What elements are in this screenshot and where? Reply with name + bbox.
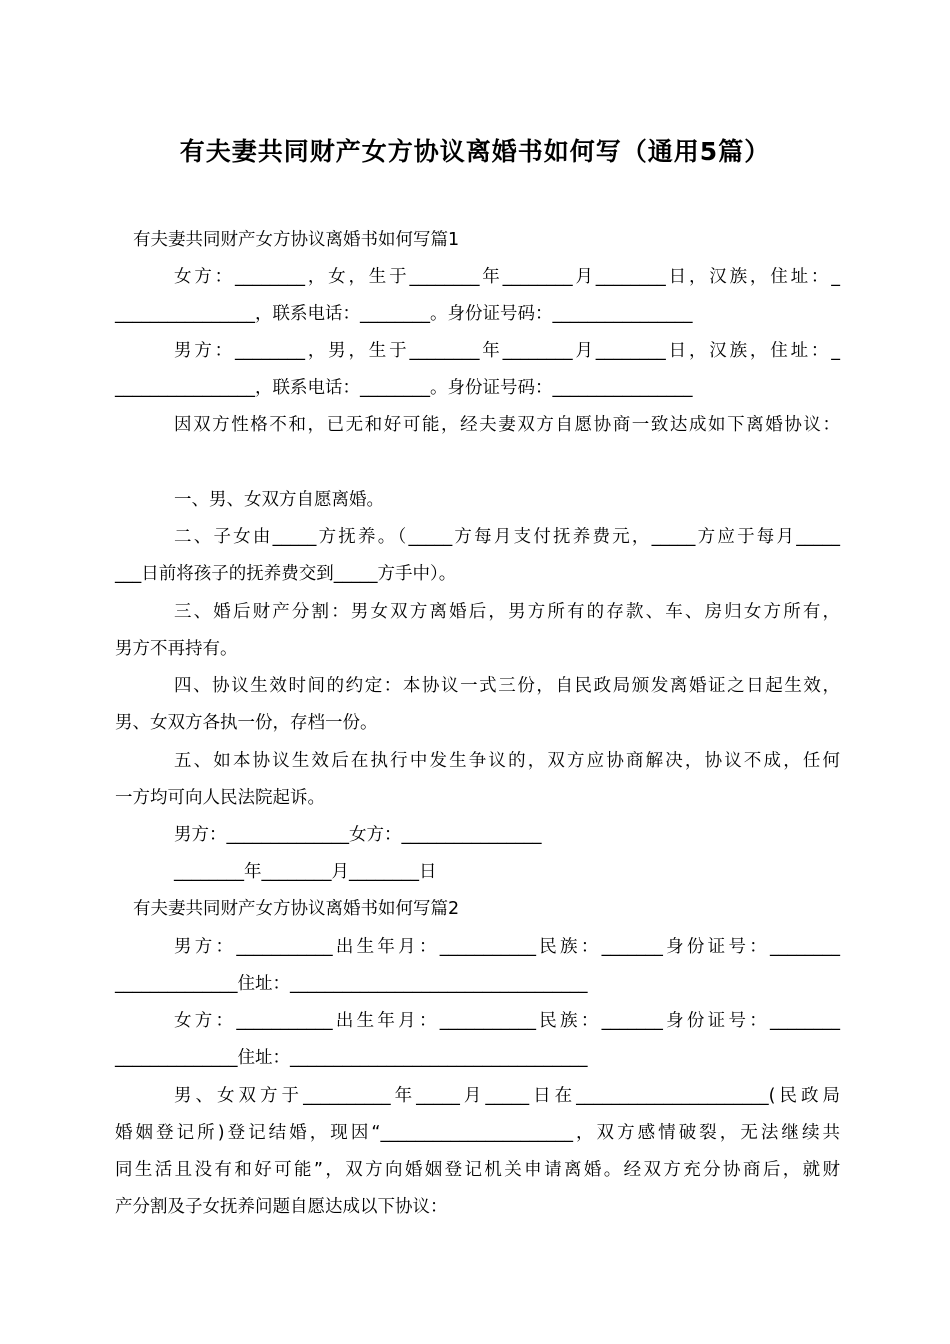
date-line: ________年________月________日 xyxy=(174,862,437,882)
section-heading-2: 有夫妻共同财产女方协议离婚书如何写篇2 xyxy=(133,899,460,919)
husband-info-line-1: 男方：________，男，生于________年________月________日，汉族，住址：_ xyxy=(174,341,840,361)
clause-5-line-2: 一方均可向人民法院起诉。 xyxy=(115,788,325,808)
document-title: 有夫妻共同财产女方协议离婚书如何写（通用5篇） xyxy=(179,137,771,166)
marriage-paragraph-line-1: 男、女双方于__________年_____月_____日在______________________(民政局 xyxy=(174,1086,840,1106)
marriage-paragraph-line-3: 同生活且没有和好可能”，双方向婚姻登记机关申请离婚。经双方充分协商后，就财 xyxy=(115,1160,840,1180)
clause-2-line-2: ___日前将孩子的抚养费交到_____方手中）。 xyxy=(115,564,457,584)
marriage-paragraph-line-4: 产分割及子女抚养问题自愿达成以下协议： xyxy=(115,1197,448,1217)
section-heading-1: 有夫妻共同财产女方协议离婚书如何写篇1 xyxy=(133,230,460,250)
husband-info-line-2: ________________，联系电话：________。身份证号码：________________ xyxy=(115,378,693,398)
clause-2-line-1: 二、子女由_____方抚养。（_____方每月支付抚养费元，_____方应于每月_____ xyxy=(174,527,840,547)
clause-1: 一、男、女双方自愿离婚。 xyxy=(174,490,384,510)
clause-5-line-1: 五、如本协议生效后在执行中发生争议的，双方应协商解决，协议不成，任何 xyxy=(174,751,840,771)
clause-4-line-1: 四、协议生效时间的约定：本协议一式三份，自民政局颁发离婚证之日起生效， xyxy=(174,676,840,696)
wife-details-line-1: 女方：___________出生年月：___________民族：_______身份证号：________ xyxy=(174,1011,840,1031)
husband-details-line-1: 男方：___________出生年月：___________民族：_______身份证号：________ xyxy=(174,937,840,957)
signature-line: 男方：______________女方：________________ xyxy=(174,825,542,845)
clause-3-line-1: 三、婚后财产分割：男女双方离婚后，男方所有的存款、车、房归女方所有， xyxy=(174,602,840,622)
wife-details-line-2: ______________住址：__________________________________ xyxy=(115,1048,588,1068)
clause-3-line-2: 男方不再持有。 xyxy=(115,639,238,659)
wife-info-line-2: ________________，联系电话：________。身份证号码：________________ xyxy=(115,304,693,324)
wife-info-line-1: 女方：________，女，生于________年________月________日，汉族，住址：_ xyxy=(174,267,840,287)
clause-4-line-2: 男、女双方各执一份，存档一份。 xyxy=(115,713,378,733)
intro-paragraph: 因双方性格不和，已无和好可能，经夫妻双方自愿协商一致达成如下离婚协议： xyxy=(174,415,840,435)
husband-details-line-2: ______________住址：__________________________________ xyxy=(115,974,588,994)
marriage-paragraph-line-2: 婚姻登记所)登记结婚，现因“______________________，双方感情破裂，无法继续共 xyxy=(115,1123,840,1143)
